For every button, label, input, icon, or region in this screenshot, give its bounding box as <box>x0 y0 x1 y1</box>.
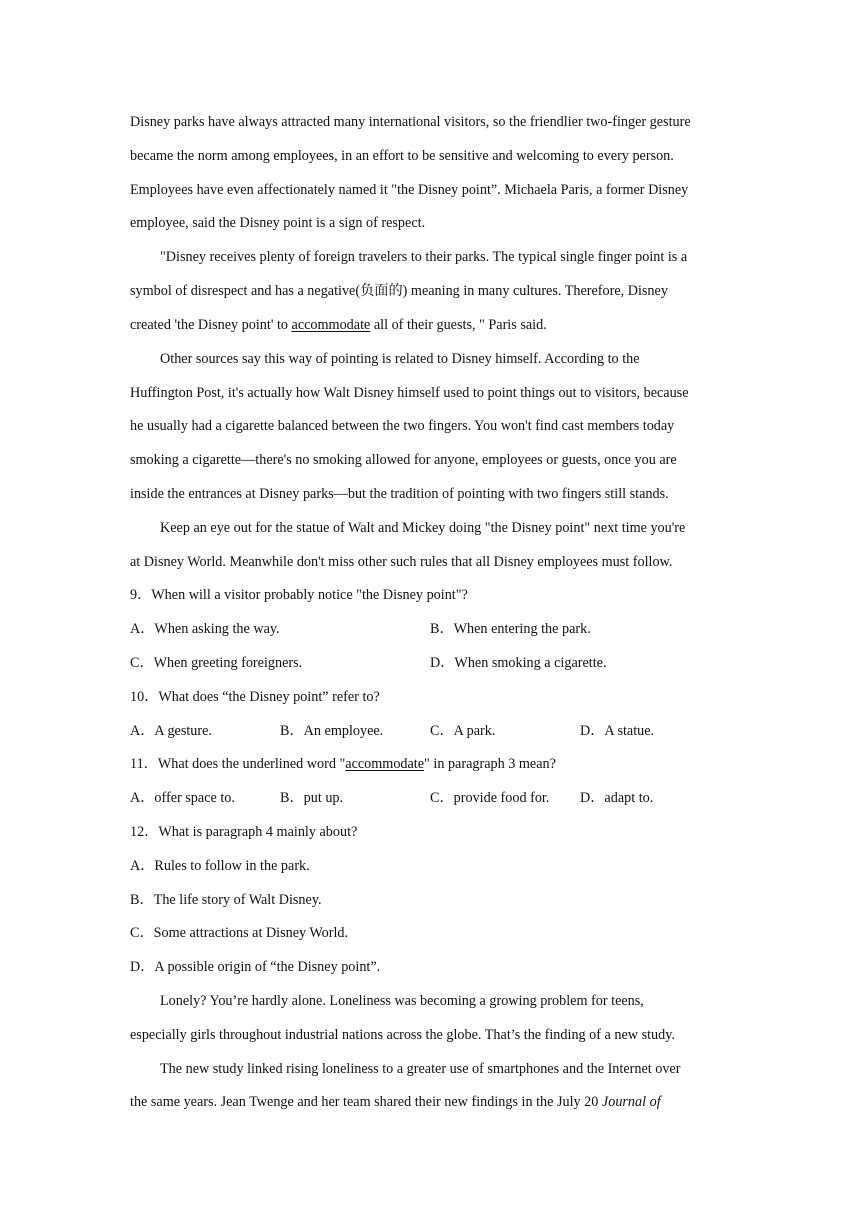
text-line: "Disney receives plenty of foreign travelers to their parks. The typical single finger point is a <box>160 249 688 265</box>
option-d: D．When smoking a cigarette. <box>430 655 607 671</box>
option-b: B．When entering the park. <box>430 621 591 637</box>
text-line: Other sources say this way of pointing is related to Disney himself. According to the <box>160 351 640 367</box>
text-line <box>130 315 547 335</box>
option-b: B．An employee. <box>280 723 384 739</box>
text-segment: created 'the Disney point' to <box>130 317 292 333</box>
text-segment: the same years. Jean Twenge and her team shared their new findings in the July 20 <box>130 1094 602 1110</box>
option-a: A．Rules to follow in the park. <box>130 858 310 874</box>
text-line: Disney parks have always attracted many international visitors, so the friendlier two-finger gesture <box>130 114 691 130</box>
text-line: Employees have even affectionately named it "the Disney point”. Michaela Paris, a former Disney <box>130 182 689 198</box>
text-line: he usually had a cigarette balanced between the two fingers. You won't find cast members today <box>130 418 675 434</box>
question-stem: 9．When will a visitor probably notice "the Disney point"? <box>130 587 468 603</box>
question-stem <box>130 754 556 774</box>
text-line: especially girls throughout industrial nations across the globe. That’s the finding of a new study. <box>130 1027 675 1043</box>
option-b: B．put up. <box>280 790 344 806</box>
question-stem: 12．What is paragraph 4 mainly about? <box>130 824 358 840</box>
text-segment: all of their guests, " Paris said. <box>370 317 547 333</box>
option-c: C．provide food for. <box>430 790 550 806</box>
text-line: symbol of disrespect and has a negative(负面的) meaning in many cultures. Therefore, Disney <box>130 283 668 299</box>
text-line: smoking a cigarette—there's no smoking allowed for anyone, employees or guests, once you are <box>130 452 677 468</box>
journal-title: Journal of <box>601 1094 661 1110</box>
option-c: C．When greeting foreigners. <box>130 655 303 671</box>
option-a: A．When asking the way. <box>130 621 280 637</box>
option-a: A．A gesture. <box>130 723 212 739</box>
question-stem: 10．What does “the Disney point” refer to? <box>130 689 380 705</box>
text-line <box>130 1092 661 1112</box>
text-line: Keep an eye out for the statue of Walt and Mickey doing "the Disney point" next time you're <box>160 520 686 536</box>
text-segment: " in paragraph 3 mean? <box>424 756 556 772</box>
text-line: became the norm among employees, in an effort to be sensitive and welcoming to every person. <box>130 148 674 164</box>
underlined-word: accommodate <box>291 317 371 333</box>
text-line: employee, said the Disney point is a sign of respect. <box>130 215 426 231</box>
option-c: C．Some attractions at Disney World. <box>130 925 349 941</box>
option-b: B．The life story of Walt Disney. <box>130 892 322 908</box>
option-d: D．A possible origin of “the Disney point”. <box>130 959 381 975</box>
option-d: D．A statue. <box>580 723 655 739</box>
option-d: D．adapt to. <box>580 790 654 806</box>
option-c: C．A park. <box>430 723 496 739</box>
text-line: Lonely? You’re hardly alone. Loneliness was becoming a growing problem for teens, <box>160 993 644 1009</box>
text-segment: 11．What does the underlined word " <box>130 756 346 772</box>
text-line: The new study linked rising loneliness to a greater use of smartphones and the Internet over <box>160 1061 681 1077</box>
text-line: inside the entrances at Disney parks—but the tradition of pointing with two fingers still stands. <box>130 486 669 502</box>
text-line: Huffington Post, it's actually how Walt Disney himself used to point things out to visitors, because <box>130 385 689 401</box>
underlined-word: accommodate <box>345 756 425 772</box>
option-a: A．offer space to. <box>130 790 235 806</box>
text-line: at Disney World. Meanwhile don't miss other such rules that all Disney employees must follow. <box>130 554 673 570</box>
